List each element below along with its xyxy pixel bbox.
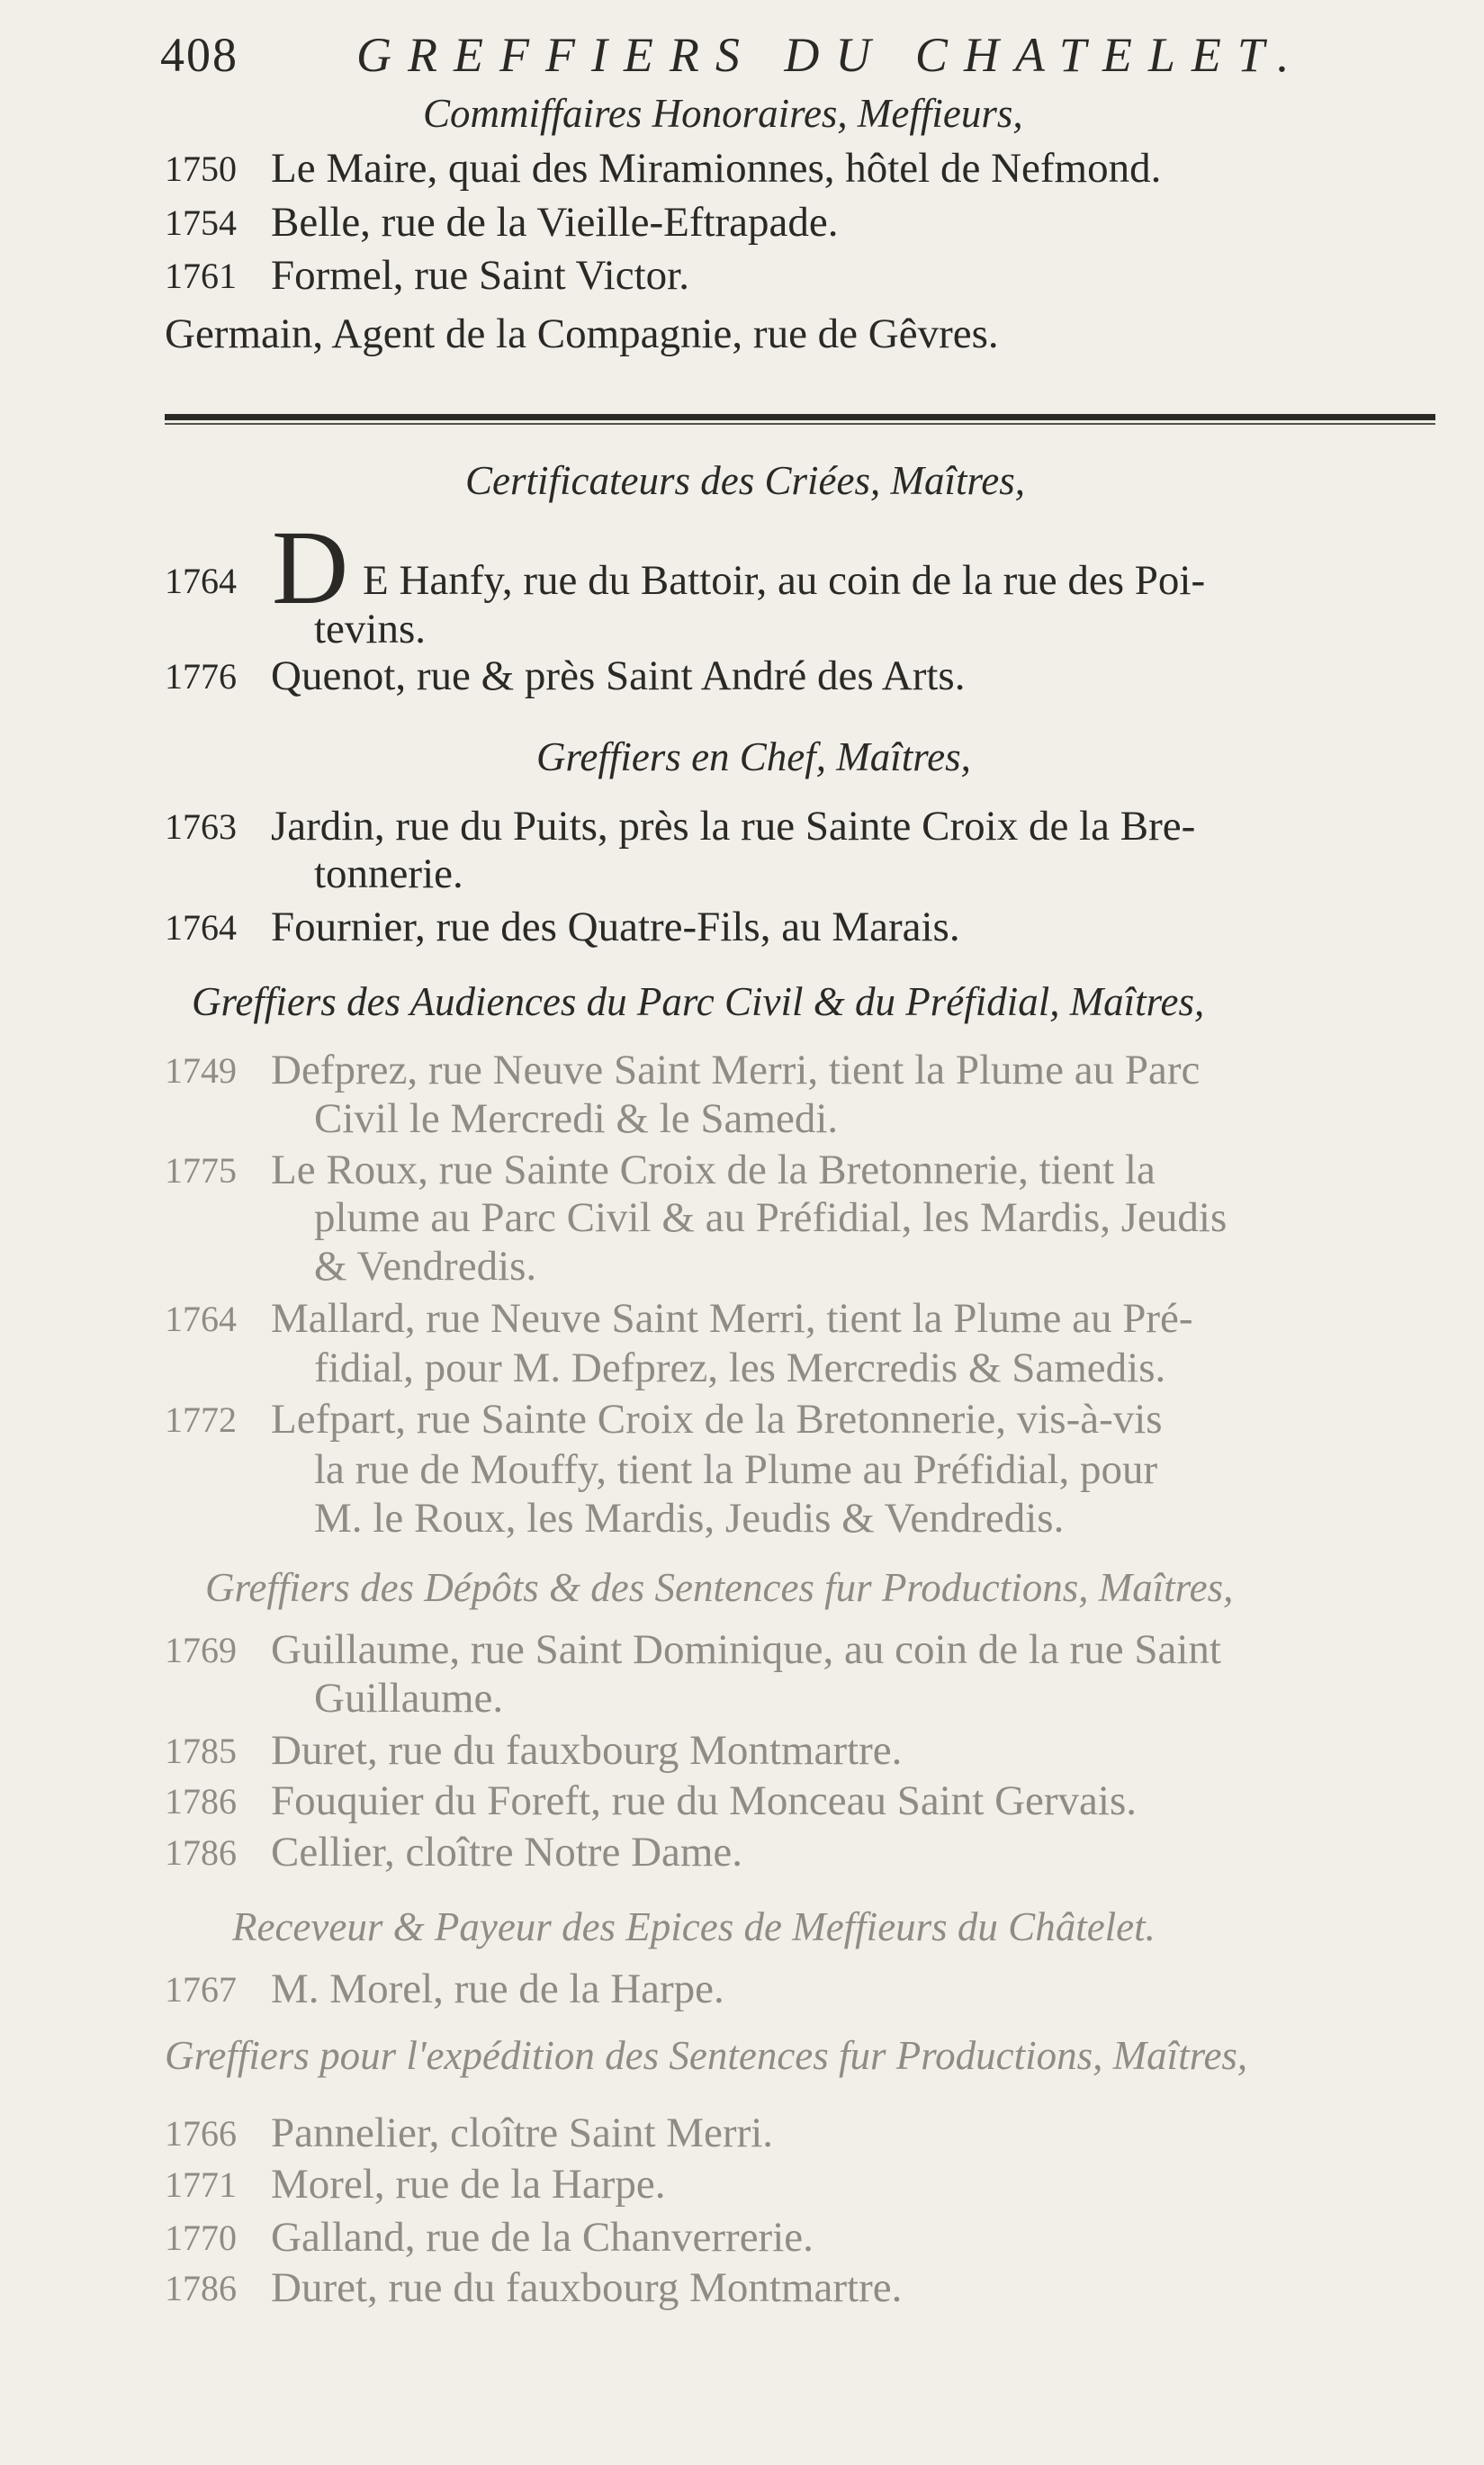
section-title: Greffiers pour l'expédition des Sentences fur Productions, Maîtres, xyxy=(165,2033,1248,2078)
entry-line: 1764 Fournier, rue des Quatre-Fils, au Marais. xyxy=(165,904,960,950)
entry-line: 1749 Defprez, rue Neuve Saint Merri, tient la Plume au Parc xyxy=(165,1047,1201,1093)
entry-line: 1764 E Hanfy, rue du Battoir, au coin de la rue des Poi- xyxy=(165,557,1206,604)
section-title: Certificateurs des Criées, Maîtres, xyxy=(465,458,1026,503)
divider-rule xyxy=(165,423,1435,425)
entry-line: tevins. xyxy=(314,606,427,652)
entry-line: Germain, Agent de la Compagnie, rue de Gêvres. xyxy=(165,310,999,357)
entry-line: Guillaume. xyxy=(314,1675,504,1722)
entry-line: 1786 Cellier, cloître Notre Dame. xyxy=(165,1829,743,1876)
page-number: 408 xyxy=(160,28,238,82)
entry-line: 1786 Fouquier du Foreft, rue du Monceau Saint Gervais. xyxy=(165,1777,1137,1824)
entry-line: 1767 M. Morel, rue de la Harpe. xyxy=(165,1966,724,2012)
page-header xyxy=(160,27,1306,83)
entry-line: 1771 Morel, rue de la Harpe. xyxy=(165,2161,666,2208)
entry-line: la rue de Mouffy, tient la Plume au Préfidial, pour xyxy=(314,1446,1158,1493)
entry-line: 1761 Formel, rue Saint Victor. xyxy=(165,252,689,299)
entry-line: 1785 Duret, rue du fauxbourg Montmartre. xyxy=(165,1727,903,1774)
entry-line: tonnerie. xyxy=(314,850,463,897)
entry-line: & Vendredis. xyxy=(314,1243,537,1290)
entry-line: 1772 Lefpart, rue Sainte Croix de la Bretonnerie, vis-à-vis xyxy=(165,1396,1163,1443)
drop-cap: D xyxy=(272,508,349,626)
section-title: Receveur & Payeur des Epices de Meffieurs du Châtelet. xyxy=(232,1904,1156,1949)
section-title: Commiffaires Honoraires, Meffieurs, xyxy=(423,91,1023,136)
entry-line: 1770 Galland, rue de la Chanverrerie. xyxy=(165,2214,814,2261)
entry-line: M. le Roux, les Mardis, Jeudis & Vendredis. xyxy=(314,1495,1065,1542)
entry-line: 1776 Quenot, rue & près Saint André des Arts. xyxy=(165,652,966,699)
entry-line: 1763 Jardin, rue du Puits, près la rue Sainte Croix de la Bre- xyxy=(165,803,1196,850)
entry-line: 1766 Pannelier, cloître Saint Merri. xyxy=(165,2110,774,2156)
entry-line: fidial, pour M. Defprez, les Mercredis & Samedis. xyxy=(314,1345,1166,1391)
entry-line: 1754 Belle, rue de la Vieille-Eftrapade. xyxy=(165,199,839,246)
entry-line: Civil le Mercredi & le Samedi. xyxy=(314,1095,839,1142)
entry-line: 1769 Guillaume, rue Saint Dominique, au coin de la rue Saint xyxy=(165,1626,1221,1673)
running-title: GREFFIERS DU CHATELET. xyxy=(356,28,1306,82)
section-title: Greffiers des Dépôts & des Sentences fur Productions, Maîtres, xyxy=(205,1565,1234,1610)
entry-line: 1750 Le Maire, quai des Miramionnes, hôtel de Nefmond. xyxy=(165,145,1162,192)
section-title: Greffiers en Chef, Maîtres, xyxy=(536,734,971,779)
entry-line: plume au Parc Civil & au Préfidial, les Mardis, Jeudis xyxy=(314,1194,1228,1241)
section-title: Greffiers des Audiences du Parc Civil & du Préfidial, Maîtres, xyxy=(192,979,1205,1024)
divider-rule xyxy=(165,414,1435,420)
entry-line: 1764 Mallard, rue Neuve Saint Merri, tient la Plume au Pré- xyxy=(165,1295,1193,1342)
entry-line: 1775 Le Roux, rue Sainte Croix de la Bretonnerie, tient la xyxy=(165,1147,1156,1193)
entry-line: 1786 Duret, rue du fauxbourg Montmartre. xyxy=(165,2264,903,2311)
